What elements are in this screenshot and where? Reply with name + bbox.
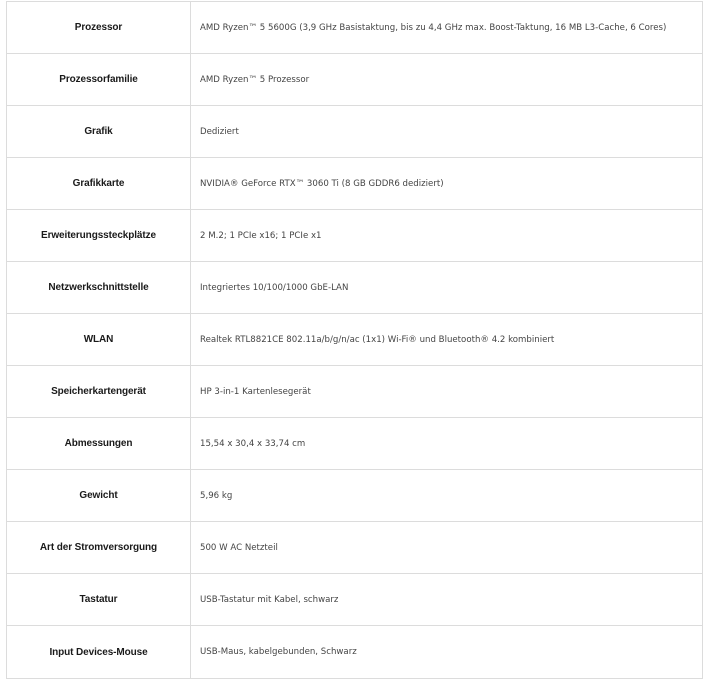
- spec-row-input-devices-mouse: [7, 626, 703, 679]
- spec-label: Gewicht: [7, 470, 191, 522]
- spec-row-speicherkartengeraet: [7, 366, 703, 418]
- spec-row-abmessungen: [7, 418, 703, 470]
- spec-label: Erweiterungssteckplätze: [7, 210, 191, 262]
- spec-row-gewicht: [7, 470, 703, 522]
- spec-row-tastatur: [7, 574, 703, 626]
- spec-label: Prozessorfamilie: [7, 54, 191, 106]
- spec-value: USB-Tastatur mit Kabel, schwarz: [191, 574, 703, 626]
- spec-value: 2 M.2; 1 PCIe x16; 1 PCIe x1: [191, 210, 703, 262]
- spec-label: Speicherkartengerät: [7, 366, 191, 418]
- spec-row-wlan: [7, 314, 703, 366]
- spec-value: 15,54 x 30,4 x 33,74 cm: [191, 418, 703, 470]
- spec-value: Integriertes 10/100/1000 GbE-LAN: [191, 262, 703, 314]
- spec-row-grafikkarte: [7, 158, 703, 210]
- spec-label: Tastatur: [7, 574, 191, 626]
- spec-value: 5,96 kg: [191, 470, 703, 522]
- spec-label: Prozessor: [7, 2, 191, 54]
- spec-row-grafik: [7, 106, 703, 158]
- spec-row-prozessorfamilie: [7, 54, 703, 106]
- spec-value: Dediziert: [191, 106, 703, 158]
- spec-row-stromversorgung: [7, 522, 703, 574]
- spec-label: WLAN: [7, 314, 191, 366]
- spec-value: USB-Maus, kabelgebunden, Schwarz: [191, 626, 703, 679]
- spec-value: Realtek RTL8821CE 802.11a/b/g/n/ac (1x1) Wi-Fi® und Bluetooth® 4.2 kombiniert: [191, 314, 703, 366]
- spec-label: Abmessungen: [7, 418, 191, 470]
- spec-value: 500 W AC Netzteil: [191, 522, 703, 574]
- spec-row-erweiterungssteckplaetze: [7, 210, 703, 262]
- spec-table-body: [7, 2, 703, 679]
- spec-table: [6, 1, 703, 679]
- spec-value: AMD Ryzen™ 5 Prozessor: [191, 54, 703, 106]
- spec-value: HP 3-in-1 Kartenlesegerät: [191, 366, 703, 418]
- spec-row-prozessor: [7, 2, 703, 54]
- spec-label: Grafik: [7, 106, 191, 158]
- spec-label: Netzwerkschnittstelle: [7, 262, 191, 314]
- spec-label: Input Devices-Mouse: [7, 626, 191, 679]
- spec-value: AMD Ryzen™ 5 5600G (3,9 GHz Basistaktung, bis zu 4,4 GHz max. Boost-Taktung, 16 MB L3-Cache, 6 Cores): [191, 2, 703, 54]
- spec-row-netzwerkschnittstelle: [7, 262, 703, 314]
- spec-label: Grafikkarte: [7, 158, 191, 210]
- spec-label: Art der Stromversorgung: [7, 522, 191, 574]
- spec-value: NVIDIA® GeForce RTX™ 3060 Ti (8 GB GDDR6 dediziert): [191, 158, 703, 210]
